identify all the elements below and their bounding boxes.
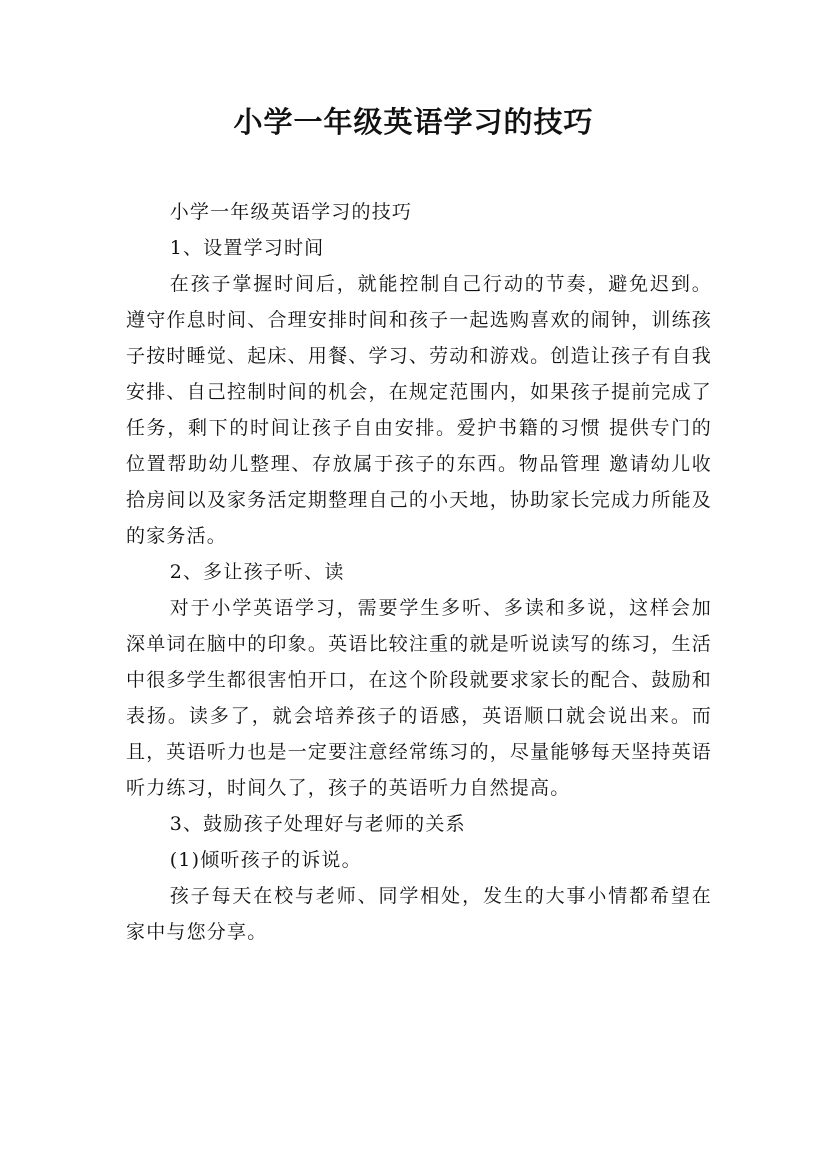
paragraph-listen-read: 对于小学英语学习，需要学生多听、多读和多说，这样会加深单词在脑中的印象。英语比较注重的就是听说读写的练习，生活中很多学生都很害怕开口，在这个阶段就要求家长的配合、鼓励和表扬。读多了，就会培养孩子的语感，英语顺口就会说出来。而且，英语听力也是一定要注意经常练习的，尽量能够每天坚持英语听力练习，时间久了，孩子的英语听力自然提高。	[126, 597, 712, 799]
document-body	[126, 194, 712, 950]
section-heading-3: 3、鼓励孩子处理好与老师的关系	[169, 813, 466, 835]
section-heading-1: 1、设置学习时间	[169, 237, 325, 259]
section-heading-2: 2、多让孩子听、读	[169, 561, 345, 583]
paragraph-time-management: 在孩子掌握时间后，就能控制自己行动的节奏，避免迟到。遵守作息时间、合理安排时间和孩子一起选购喜欢的闹钟，训练孩子按时睡觉、起床、用餐、学习、劳动和游戏。创造让孩子有自我安排、自己控制时间的机会，在规定范围内，如果孩子提前完成了任务，剩下的时间让孩子自由安排。爱护书籍的习惯 提供专门的位置帮助幼儿整理、存放属于孩子的东西。物品管理 邀请幼儿收拾房间以及家务活定期整理自己的小天地，协助家长完成力所能及的家务活。	[126, 273, 712, 547]
paragraph-subtitle: 小学一年级英语学习的技巧	[169, 201, 413, 223]
paragraph-share: 孩子每天在校与老师、同学相处，发生的大事小情都希望在家中与您分享。	[126, 885, 712, 943]
document-title: 小学一年级英语学习的技巧	[233, 105, 594, 139]
subsection-heading-1: (1)倾听孩子的诉说。	[169, 849, 362, 871]
